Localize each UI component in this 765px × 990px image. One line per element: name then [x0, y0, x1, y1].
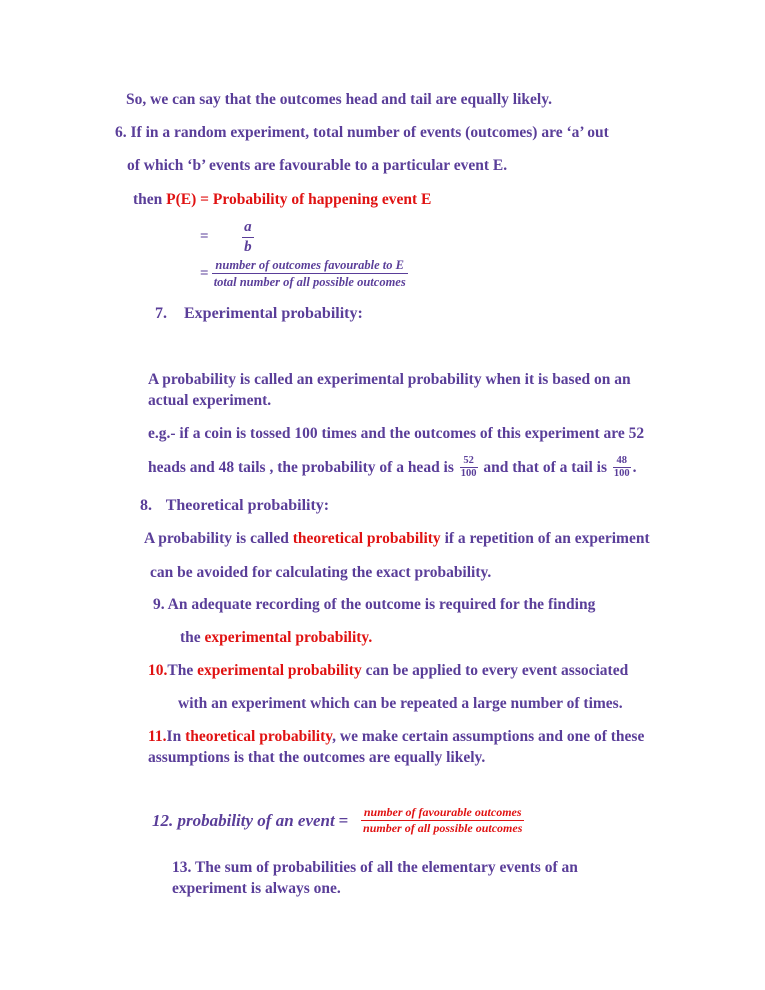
example-text-part-3: . — [632, 458, 637, 476]
item-10-emphasis: experimental probability — [197, 662, 362, 679]
example-line-2 — [148, 455, 637, 480]
item-9-emphasis: experimental probability — [204, 629, 369, 646]
equation-a-over-b — [200, 219, 254, 256]
item-8-text-part-1: A probability is called — [144, 530, 293, 547]
item-11-text-part-1: In — [166, 728, 186, 745]
fraction-numerator: number of outcomes favourable to E — [212, 258, 408, 274]
intro-sentence: So, we can say that the outcomes head and tail are equally likely. — [126, 91, 552, 108]
fraction-48-over-100 — [613, 455, 631, 480]
item-11-number: 11. — [148, 728, 167, 745]
item-13-paragraph: 13. The sum of probabilities of all the elementary events of an experiment is always one. — [172, 859, 578, 897]
item-6-line-3 — [133, 190, 431, 210]
item-9-text-part-1: the — [180, 629, 205, 646]
item-8-emphasis: theoretical probability — [292, 530, 441, 547]
item-7-heading — [155, 304, 363, 324]
example-text-part-2: and that of a tail is — [483, 458, 607, 476]
item-8-heading-text: Theoretical probability: — [165, 497, 330, 514]
item-11-emphasis: theoretical probability — [185, 728, 333, 745]
item-10-line-2: with an experiment which can be repeated a large number of times. — [178, 695, 623, 712]
fraction-favourable-over-possible — [361, 806, 524, 836]
item-8-line-2: can be avoided for calculating the exact probability. — [150, 564, 492, 581]
equals-sign: = — [200, 228, 209, 245]
item-8-line-1 — [144, 529, 650, 549]
item-8-text-part-2: if a repetition of an experiment — [440, 530, 650, 547]
fraction-denominator: b — [244, 238, 252, 255]
item-10-text-part-2: can be applied to every event associated — [361, 662, 629, 679]
fraction-numerator: a — [242, 219, 254, 238]
item-6-pe-definition: P(E) = Probability of happening event E — [166, 191, 432, 208]
item-6-line-2: of which ‘b’ events are favourable to a particular event E. — [127, 157, 508, 174]
fraction-denominator: number of all possible outcomes — [363, 821, 523, 836]
item-9-text-part-2: . — [368, 629, 373, 646]
item-10-number: 10. — [148, 662, 168, 679]
fraction-52-over-100 — [460, 455, 478, 480]
item-8-heading — [140, 496, 329, 516]
fraction-denominator: 100 — [460, 468, 477, 480]
equation-outcomes-ratio — [200, 258, 408, 289]
item-6-then-label: then — [133, 191, 167, 208]
equals-sign: = — [338, 810, 349, 830]
item-10-line-1 — [148, 661, 628, 681]
item-9-line-2 — [180, 628, 372, 648]
item-12-label: 12. probability of an event — [152, 810, 335, 830]
item-6-line-1: 6. If in a random experiment, total number of events (outcomes) are ‘a’ out — [115, 124, 609, 141]
item-9-line-1: 9. An adequate recording of the outcome is required for the finding — [153, 596, 596, 613]
item-7-number: 7. — [155, 305, 167, 322]
item-12-equation — [152, 806, 524, 836]
item-10-text-part-1: The — [167, 662, 198, 679]
item-7-heading-text: Experimental probability: — [184, 305, 363, 322]
fraction-outcomes-ratio — [212, 258, 408, 289]
item-11-paragraph — [148, 726, 658, 768]
item-11-text-part-2: , we make certain assumptions and one of these assumptions is that the outcomes are equally likely. — [148, 728, 645, 766]
example-text-part-1: heads and 48 tails , the probability of a head is — [148, 458, 454, 476]
item-8-number: 8. — [140, 497, 152, 514]
fraction-denominator: 100 — [613, 468, 630, 480]
fraction-numerator: 52 — [460, 455, 478, 468]
equals-sign: = — [200, 265, 209, 282]
fraction-denominator: total number of all possible outcomes — [213, 275, 406, 289]
fraction-numerator: number of favourable outcomes — [361, 806, 524, 821]
fraction-numerator: 48 — [613, 455, 631, 468]
example-line-1: e.g.- if a coin is tossed 100 times and the outcomes of this experiment are 52 — [148, 425, 645, 442]
experimental-probability-definition: A probability is called an experimental probability when it is based on an actual experiment. — [148, 371, 631, 409]
fraction-a-over-b — [242, 219, 254, 256]
